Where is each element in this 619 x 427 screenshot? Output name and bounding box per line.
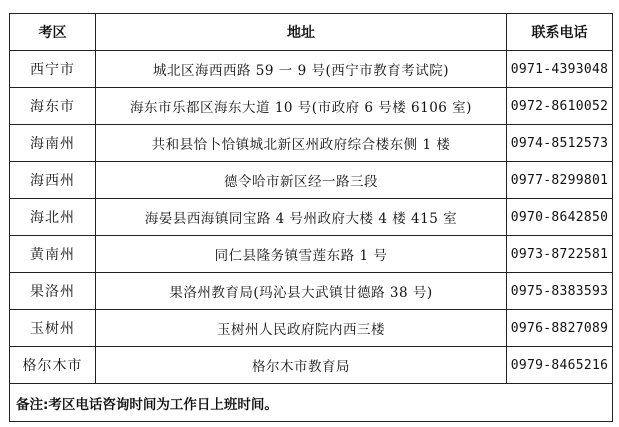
phone-cell: 0972-8610052 bbox=[507, 88, 613, 125]
phone-cell: 0971-4393048 bbox=[507, 51, 613, 88]
region-cell: 海北州 bbox=[10, 199, 96, 236]
region-cell: 海西州 bbox=[10, 162, 96, 199]
exam-contact-sheet bbox=[9, 13, 612, 425]
phone-cell: 0976-8827089 bbox=[507, 310, 613, 347]
region-cell: 果洛州 bbox=[10, 273, 96, 310]
table-row bbox=[10, 347, 613, 384]
table-row bbox=[10, 199, 613, 236]
address-cell: 海东市乐都区海东大道 10 号(市政府 6 号楼 6106 室) bbox=[96, 88, 507, 125]
region-cell: 玉树州 bbox=[10, 310, 96, 347]
region-cell: 格尔木市 bbox=[10, 347, 96, 384]
table-header-row bbox=[10, 14, 613, 51]
address-cell: 同仁县隆务镇雪莲东路 1 号 bbox=[96, 236, 507, 273]
header-phone: 联系电话 bbox=[507, 14, 613, 51]
exam-region-table bbox=[9, 13, 613, 422]
table-note: 备注:考区电话咨询时间为工作日上班时间。 bbox=[10, 384, 613, 422]
phone-cell: 0979-8465216 bbox=[507, 347, 613, 384]
table-row bbox=[10, 273, 613, 310]
region-cell: 海东市 bbox=[10, 88, 96, 125]
address-cell: 果洛州教育局(玛沁县大武镇甘德路 38 号) bbox=[96, 273, 507, 310]
region-cell: 黄南州 bbox=[10, 236, 96, 273]
header-region: 考区 bbox=[10, 14, 96, 51]
table-row bbox=[10, 236, 613, 273]
header-address: 地址 bbox=[96, 14, 507, 51]
address-cell: 海晏县西海镇同宝路 4 号州政府大楼 4 楼 415 室 bbox=[96, 199, 507, 236]
phone-cell: 0973-8722581 bbox=[507, 236, 613, 273]
table-row bbox=[10, 88, 613, 125]
address-cell: 共和县恰卜恰镇城北新区州政府综合楼东侧 1 楼 bbox=[96, 125, 507, 162]
address-cell: 玉树州人民政府院内西三楼 bbox=[96, 310, 507, 347]
table-row bbox=[10, 125, 613, 162]
region-cell: 海南州 bbox=[10, 125, 96, 162]
phone-cell: 0970-8642850 bbox=[507, 199, 613, 236]
phone-cell: 0975-8383593 bbox=[507, 273, 613, 310]
phone-cell: 0977-8299801 bbox=[507, 162, 613, 199]
address-cell: 德令哈市新区经一路三段 bbox=[96, 162, 507, 199]
table-row bbox=[10, 162, 613, 199]
table-row bbox=[10, 51, 613, 88]
table-note-row bbox=[10, 384, 613, 422]
address-cell: 城北区海西西路 59 一 9 号(西宁市教育考试院) bbox=[96, 51, 507, 88]
address-cell: 格尔木市教育局 bbox=[96, 347, 507, 384]
phone-cell: 0974-8512573 bbox=[507, 125, 613, 162]
region-cell: 西宁市 bbox=[10, 51, 96, 88]
table-row bbox=[10, 310, 613, 347]
